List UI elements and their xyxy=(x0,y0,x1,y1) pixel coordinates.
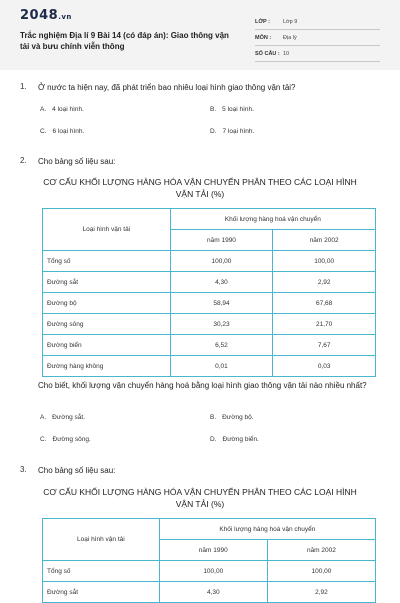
question-number: 1. xyxy=(20,82,27,91)
option-text: 5 loại hình. xyxy=(222,106,254,113)
row-label: Đường bộ xyxy=(43,293,171,314)
table-row xyxy=(43,293,376,314)
cell-value: 0,01 xyxy=(170,356,273,377)
column-header-year: năm 1990 xyxy=(159,540,267,561)
cell-value: 2,92 xyxy=(267,582,375,603)
table-row xyxy=(43,582,376,603)
question-text: Ở nước ta hiện nay, đã phát triển bao nhiêu loại hình giao thông vận tải? xyxy=(38,83,296,92)
table-row xyxy=(43,272,376,293)
column-header-type: Loại hình vận tải xyxy=(43,519,160,561)
table-caption: CƠ CẤU KHỐI LƯỢNG HÀNG HÓA VẬN CHUYỂN PHÂN THEO CÁC LOẠI HÌNH VẬN TẢI (%) xyxy=(43,177,357,199)
question-number: 3. xyxy=(20,465,27,474)
option-letter: C. xyxy=(40,128,47,135)
column-header-year: năm 1990 xyxy=(170,230,273,251)
table-row xyxy=(43,314,376,335)
table-header-row xyxy=(43,519,376,540)
row-label: Tổng số xyxy=(43,251,171,272)
option-letter: D. xyxy=(210,128,217,135)
table-header-row xyxy=(43,209,376,230)
option-c[interactable] xyxy=(40,436,91,443)
cell-value: 100,00 xyxy=(273,251,376,272)
option-d[interactable] xyxy=(210,128,254,135)
data-table xyxy=(42,518,376,603)
option-text: Đường biển. xyxy=(222,436,259,443)
option-a[interactable] xyxy=(40,414,85,421)
meta-key: SỐ CÂU : xyxy=(255,50,280,57)
cell-value: 6,52 xyxy=(170,335,273,356)
page-header xyxy=(0,0,400,70)
option-letter: B. xyxy=(210,414,217,421)
option-letter: D. xyxy=(210,436,217,443)
option-c[interactable] xyxy=(40,128,84,135)
cell-value: 0,03 xyxy=(273,356,376,377)
option-text: Đường bộ. xyxy=(222,414,254,421)
logo-suffix: .vn xyxy=(58,13,72,21)
option-text: Đường sắt. xyxy=(52,414,85,421)
meta-value: Lớp 9 xyxy=(283,18,298,25)
column-header-type: Loại hình vận tải xyxy=(43,209,171,251)
option-letter: C. xyxy=(40,436,47,443)
row-label: Tổng số xyxy=(43,561,160,582)
cell-value: 4,30 xyxy=(159,582,267,603)
row-label: Đường biển xyxy=(43,335,171,356)
question-1 xyxy=(20,82,380,142)
cell-value: 2,92 xyxy=(273,272,376,293)
column-header-group: Khối lượng hàng hoá vận chuyển xyxy=(170,209,375,230)
row-label: Đường sắt xyxy=(43,582,160,603)
column-header-year: năm 2002 xyxy=(267,540,375,561)
cell-value: 100,00 xyxy=(267,561,375,582)
meta-info xyxy=(255,14,380,62)
meta-key: LỚP : xyxy=(255,18,270,25)
question-2-followup xyxy=(20,380,380,443)
option-letter: A. xyxy=(40,414,47,421)
table-caption: CƠ CẤU KHỐI LƯỢNG HÀNG HÓA VẬN CHUYỂN PHÂN THEO CÁC LOẠI HÌNH VẬN TẢI (%) xyxy=(43,487,357,509)
cell-value: 21,70 xyxy=(273,314,376,335)
option-text: 6 loại hình. xyxy=(52,128,85,135)
cell-value: 58,94 xyxy=(170,293,273,314)
question-text: Cho bảng số liệu sau: xyxy=(38,157,116,166)
option-text: 4 loại hình. xyxy=(52,106,84,113)
meta-row-subject xyxy=(255,30,380,46)
row-label: Đường sắt xyxy=(43,272,171,293)
row-label: Đường sông xyxy=(43,314,171,335)
meta-row-count xyxy=(255,46,380,62)
cell-value: 100,00 xyxy=(170,251,273,272)
option-b[interactable] xyxy=(210,106,254,113)
table-row xyxy=(43,251,376,272)
cell-value: 67,68 xyxy=(273,293,376,314)
site-logo[interactable] xyxy=(20,8,72,23)
option-letter: A. xyxy=(40,106,47,113)
column-header-year: năm 2002 xyxy=(273,230,376,251)
option-text: Đường sông. xyxy=(52,436,91,443)
cell-value: 30,23 xyxy=(170,314,273,335)
option-b[interactable] xyxy=(210,414,254,421)
table-row xyxy=(43,561,376,582)
question-3 xyxy=(20,465,380,479)
table-row xyxy=(43,335,376,356)
row-label: Đường hàng không xyxy=(43,356,171,377)
question-2 xyxy=(20,156,380,170)
table-row xyxy=(43,356,376,377)
followup-text: Cho biết, khối lượng vận chuyển hàng hoá bằng loại hình giao thông vận tải nào nhiều nhất? xyxy=(38,381,367,390)
data-table xyxy=(42,208,376,377)
cell-value: 100,00 xyxy=(159,561,267,582)
meta-key: MÔN : xyxy=(255,34,272,41)
column-header-group: Khối lượng hàng hoá vận chuyển xyxy=(159,519,375,540)
option-letter: B. xyxy=(210,106,217,113)
cell-value: 4,30 xyxy=(170,272,273,293)
option-a[interactable] xyxy=(40,106,84,113)
logo-main: 2048 xyxy=(20,8,59,23)
meta-value: 10 xyxy=(283,50,290,57)
question-text: Cho bảng số liệu sau: xyxy=(38,466,116,475)
question-number: 2. xyxy=(20,156,27,165)
cell-value: 7,67 xyxy=(273,335,376,356)
meta-row-class xyxy=(255,14,380,30)
option-d[interactable] xyxy=(210,436,259,443)
document-title: Trắc nghiệm Địa lí 9 Bài 14 (có đáp án): Giao thông vận tải và bưu chính viễn thông xyxy=(20,31,229,51)
option-text: 7 loại hình. xyxy=(222,128,255,135)
meta-value: Địa lý xyxy=(283,34,297,41)
